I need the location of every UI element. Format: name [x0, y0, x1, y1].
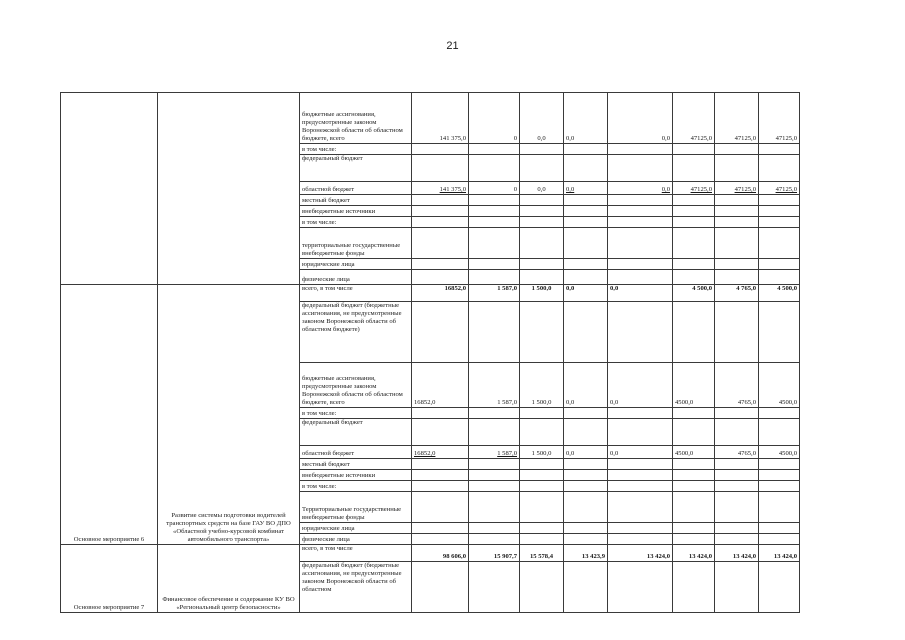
source-label: внебюджетные источники	[300, 206, 412, 217]
source-label: областной бюджет	[300, 446, 412, 459]
total-value: 141 375,0	[412, 93, 469, 144]
year-value: 0	[469, 182, 520, 195]
year-value: 47125,0	[715, 182, 759, 195]
year-value: 13 424,0	[759, 545, 800, 562]
budget-table	[60, 92, 800, 613]
table-row	[61, 285, 800, 302]
year-value: 0,0	[564, 93, 608, 144]
source-label: юридические лица	[300, 259, 412, 270]
year-value: 0,0	[608, 182, 673, 195]
year-value: 4 500,0	[759, 285, 800, 302]
page-number: 21	[446, 40, 459, 52]
year-value: 4500,0	[759, 446, 800, 459]
year-value: 47125,0	[673, 93, 715, 144]
year-value: 4765,0	[715, 446, 759, 459]
year-value: 0,0	[564, 446, 608, 459]
year-value: 13 423,9	[564, 545, 608, 562]
source-label: бюджетные ассигнования, предусмотренные законом Воронежской области об областном бюджете, всего	[300, 93, 412, 144]
source-label: бюджетные ассигнования, предусмотренные законом Воронежской области об областном бюджете, всего	[300, 363, 412, 408]
source-label: федеральный бюджет (бюджетные ассигнования, не предусмотренные законом Воронежской области об областном	[300, 562, 412, 613]
year-value: 4765,0	[715, 363, 759, 408]
total-value: 98 606,0	[412, 545, 469, 562]
year-value: 1 500,0	[520, 363, 564, 408]
year-value: 1 587,0	[469, 363, 520, 408]
source-label: в том числе:	[300, 408, 412, 419]
source-label: федеральный бюджет	[300, 419, 412, 446]
year-value: 0,0	[564, 363, 608, 408]
year-value: 1 500,0	[520, 446, 564, 459]
year-value: 4500,0	[673, 363, 715, 408]
source-label: физические лица	[300, 270, 412, 285]
source-label: федеральный бюджет (бюджетные ассигнования, не предусмотренные законом Воронежской области об областном бюджете)	[300, 302, 412, 363]
year-value: 15 578,4	[520, 545, 564, 562]
measure-6-status: Основное мероприятие 6	[61, 285, 158, 545]
source-label: физические лица	[300, 534, 412, 545]
year-value: 13 424,0	[715, 545, 759, 562]
year-value: 1 500,0	[520, 285, 564, 302]
source-label: местный бюджет	[300, 195, 412, 206]
source-label: в том числе:	[300, 217, 412, 228]
source-label: местный бюджет	[300, 459, 412, 470]
source-label: территориальные государственные внебюджетные фонды	[300, 228, 412, 259]
source-label: внебюджетные источники	[300, 470, 412, 481]
measure-6-name: Развитие системы подготовки водителей транспортных средств на базе ГАУ ВО ДПО «Областной учебно-курсовой комбинат автомобильного транспорта»	[158, 285, 300, 545]
year-value: 0,0	[564, 285, 608, 302]
status-cell	[61, 93, 158, 285]
year-value: 47125,0	[759, 182, 800, 195]
source-label: всего, в том числе	[300, 545, 412, 562]
year-value: 13 424,0	[673, 545, 715, 562]
source-label: в том числе:	[300, 481, 412, 492]
year-value: 47125,0	[759, 93, 800, 144]
table-row	[61, 93, 800, 144]
year-value: 0	[469, 93, 520, 144]
source-label: в том числе:	[300, 144, 412, 155]
year-value: 47125,0	[715, 93, 759, 144]
source-label: Территориальные государственные внебюджетные фонды	[300, 492, 412, 523]
year-value: 4 500,0	[673, 285, 715, 302]
total-value: 16852,0	[412, 446, 469, 459]
year-value: 4 765,0	[715, 285, 759, 302]
year-value: 0,0	[520, 182, 564, 195]
year-value: 47125,0	[673, 182, 715, 195]
total-value: 141 375,0	[412, 182, 469, 195]
year-value: 1 587,0	[469, 285, 520, 302]
measure-7-name: Финансовое обеспечение и содержание КУ ВО «Региональный центр безопасности»	[158, 545, 300, 613]
year-value: 0,0	[608, 285, 673, 302]
total-value: 16852,0	[412, 363, 469, 408]
measure-name-cell	[158, 93, 300, 285]
source-label: юридические лица	[300, 523, 412, 534]
source-label: всего, в том числе	[300, 285, 412, 302]
year-value: 4500,0	[673, 446, 715, 459]
source-label: федеральный бюджет	[300, 155, 412, 182]
year-value: 0,0	[608, 363, 673, 408]
year-value: 0,0	[608, 93, 673, 144]
year-value: 4500,0	[759, 363, 800, 408]
total-value: 16852,0	[412, 285, 469, 302]
year-value: 0,0	[608, 446, 673, 459]
measure-7-status: Основное мероприятие 7	[61, 545, 158, 613]
year-value: 0,0	[520, 93, 564, 144]
year-value: 1 587,0	[469, 446, 520, 459]
year-value: 0,0	[564, 182, 608, 195]
year-value: 13 424,0	[608, 545, 673, 562]
table-row	[61, 545, 800, 562]
source-label: областной бюджет	[300, 182, 412, 195]
year-value: 15 907,7	[469, 545, 520, 562]
